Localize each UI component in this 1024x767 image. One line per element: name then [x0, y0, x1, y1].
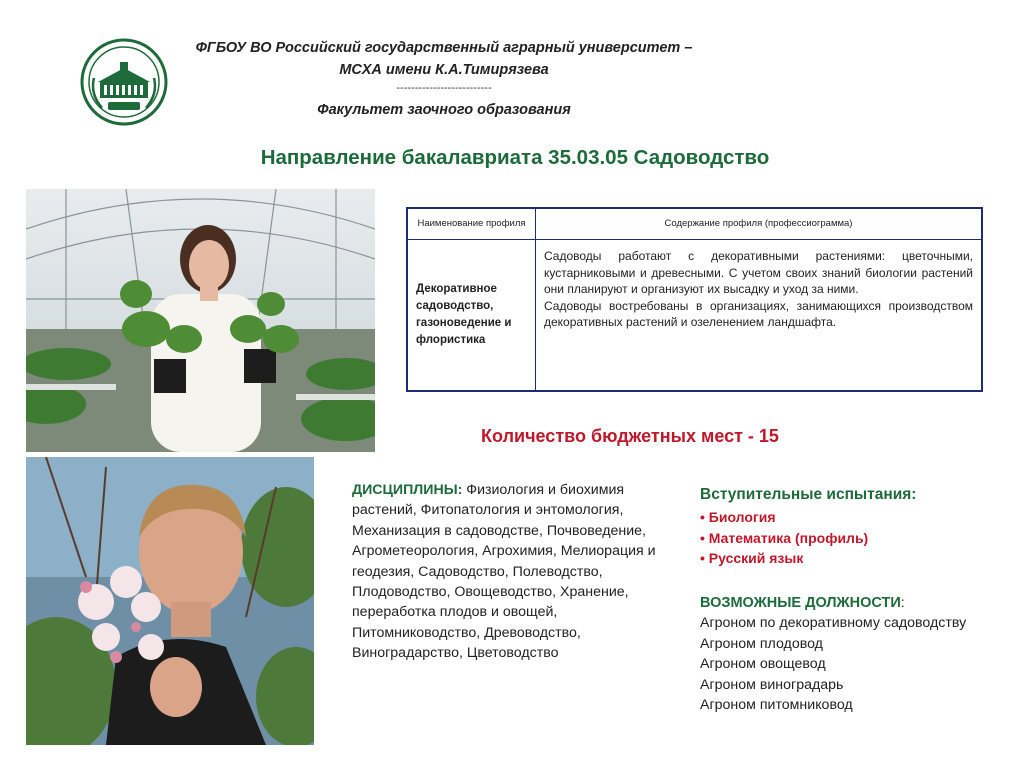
table-header-row: [407, 208, 982, 240]
profile-table: [406, 207, 983, 392]
exam-item: • Русский язык: [700, 550, 804, 566]
table-header-profile-content: Содержание профиля (профессиограмма): [536, 208, 983, 240]
header-separator: --------------------------: [396, 82, 492, 94]
entrance-exams-title: Вступительные испытания:: [700, 486, 917, 503]
disciplines-block: [352, 480, 672, 664]
entrance-exams-block: [700, 486, 1000, 569]
disciplines-label: ДИСЦИПЛИНЫ:: [352, 482, 463, 498]
university-emblem-icon: [80, 38, 168, 126]
position-item: Агроном по декоративному садоводству: [700, 615, 967, 632]
position-item: Агроном питомниковод: [700, 697, 853, 714]
profile-content-paragraph: Садоводы работают с декоративными растениями: цветочными, кустарниковыми и древесными. С учетом своих знаний биологии растений они планируют и организуют их высадку и уход за ними.: [544, 249, 973, 296]
positions-block: [700, 593, 1000, 715]
positions-heading: [700, 593, 1000, 613]
position-item: Агроном виноградарь: [700, 676, 844, 693]
exam-item: • Математика (профиль): [700, 529, 869, 546]
positions-title: ВОЗМОЖНЫЕ ДОЛЖНОСТИ: [700, 595, 901, 611]
profile-content-paragraph: Садоводы востребованы в организациях, занимающихся производством декоративных растений и озеленением ландшафта.: [544, 298, 973, 329]
position-item: Агроном плодовод: [700, 635, 823, 652]
greenhouse-photo: [26, 189, 375, 452]
position-item: Агроном овощевод: [700, 656, 826, 673]
budget-places-count: Количество бюджетных мест - 15: [481, 426, 779, 446]
table-header-profile-name: Наименование профиля: [407, 208, 536, 240]
university-name-line2: МСХА имени К.А.Тимирязева: [339, 62, 549, 78]
table-row: [407, 240, 982, 392]
university-name-line1: ФГБОУ ВО Российский государственный аграрный университет –: [195, 40, 693, 56]
gardener-photo: [26, 457, 314, 745]
page-title: Направление бакалавриата 35.03.05 Садоводство: [260, 146, 770, 169]
profile-name-cell: Декоративное садоводство, газоноведение и флористика: [407, 240, 536, 392]
faculty-name: Факультет заочного образования: [317, 102, 571, 118]
profile-content-cell: [536, 240, 983, 392]
exam-item: • Биология: [700, 509, 776, 525]
disciplines-text: Физиология и биохимия растений, Фитопатология и энтомология, Механизация в садоводстве, Почвоведение, Агрометеорология, Агрохимия, Мелиорация и геодезия, Садоводство, Полеводство, Плодоводство, Овощеводство, Хранение, переработка плодов и овощей, Питомниководство, Древоводство, Виноградарство, Цветоводство: [352, 482, 656, 662]
positions-title-colon: :: [900, 595, 905, 611]
